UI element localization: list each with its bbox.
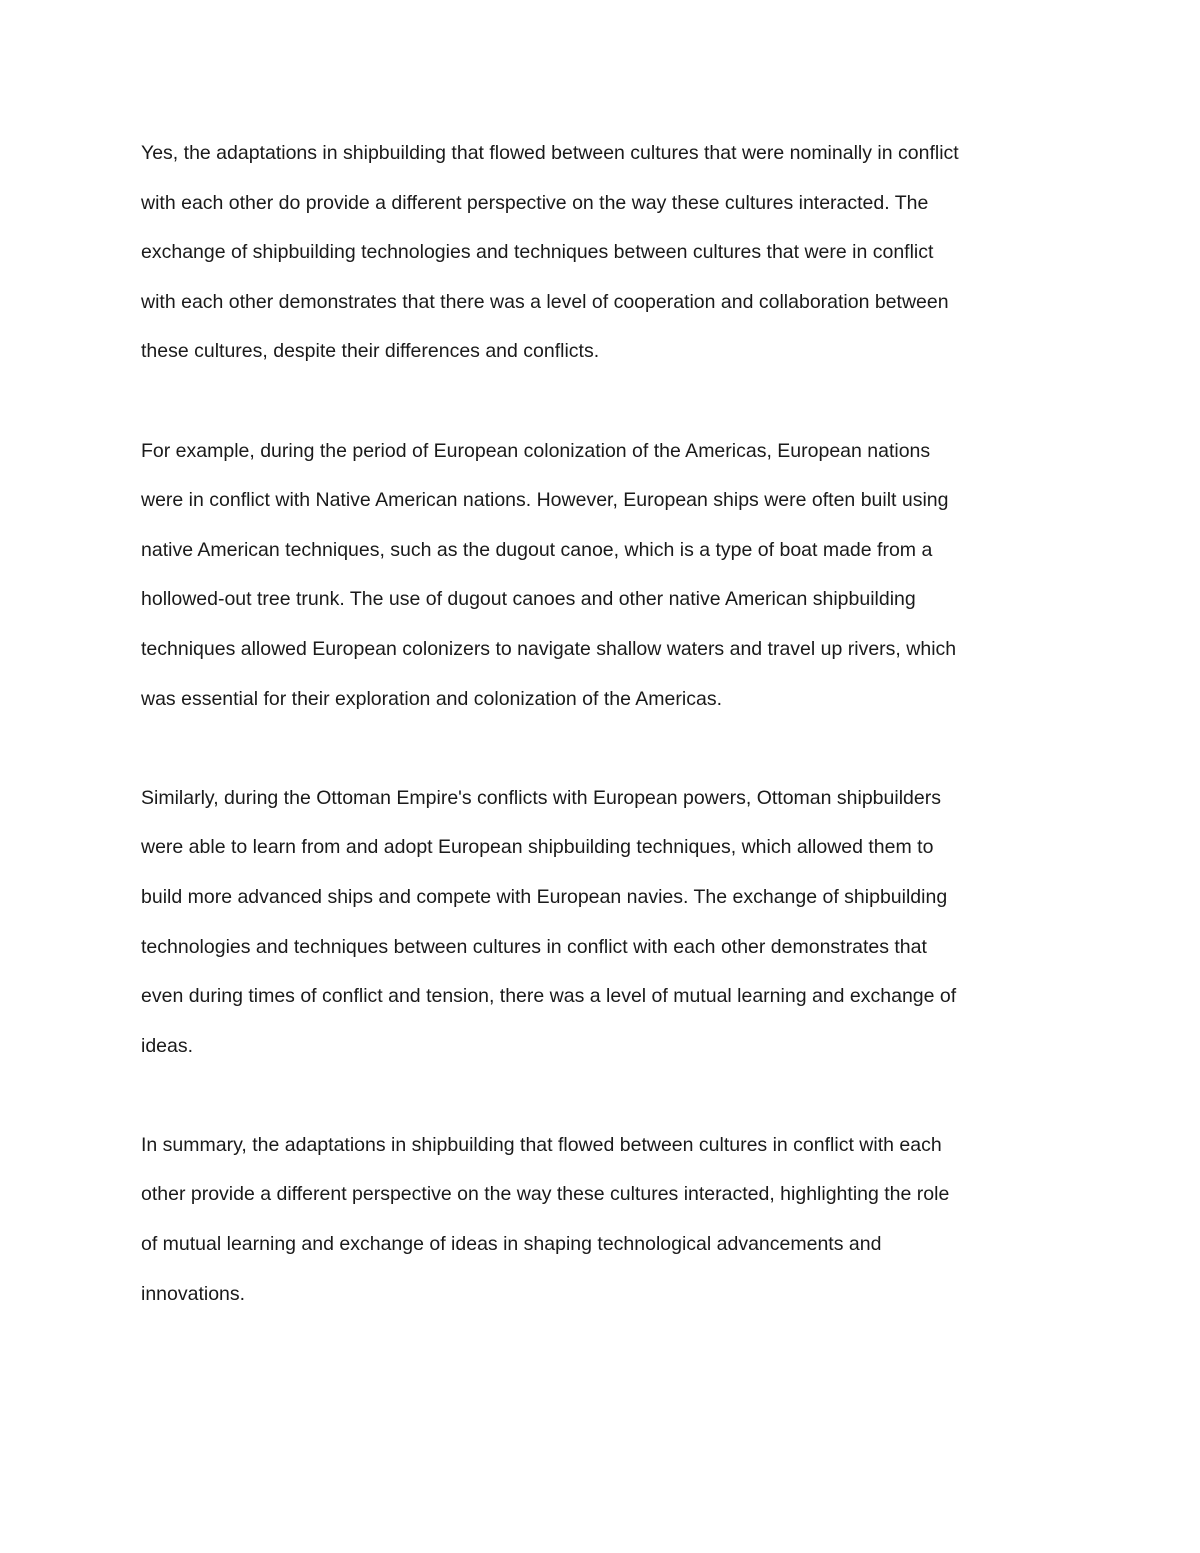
text-line: exchange of shipbuilding technologies and techniques between cultures that were in conflict	[141, 241, 934, 264]
text-line: innovations.	[141, 1282, 246, 1305]
text-line: build more advanced ships and compete with European navies. The exchange of shipbuilding	[141, 885, 948, 908]
paragraph-3	[141, 774, 1081, 1072]
text-line: these cultures, despite their differences and conflicts.	[141, 340, 600, 363]
text-line: ideas.	[141, 1034, 194, 1057]
document-body	[141, 129, 1081, 1369]
text-line: was essential for their exploration and colonization of the Americas.	[141, 687, 722, 710]
text-line: with each other demonstrates that there was a level of cooperation and collaboration between	[141, 290, 949, 313]
text-line: For example, during the period of European colonization of the Americas, European nations	[141, 439, 931, 462]
paragraph-1	[141, 129, 1081, 377]
text-line: even during times of conflict and tension, there was a level of mutual learning and exchange of	[141, 985, 957, 1008]
text-line: Similarly, during the Ottoman Empire's conflicts with European powers, Ottoman shipbuilders	[141, 786, 941, 809]
text-line: with each other do provide a different perspective on the way these cultures interacted. The	[141, 191, 929, 214]
text-line: In summary, the adaptations in shipbuilding that flowed between cultures in conflict with each	[141, 1133, 942, 1156]
text-line: techniques allowed European colonizers to navigate shallow waters and travel up rivers, which	[141, 637, 957, 660]
paragraph-2	[141, 427, 1081, 725]
text-line: Yes, the adaptations in shipbuilding that flowed between cultures that were nominally in conflict	[141, 142, 959, 164]
text-line: were in conflict with Native American nations. However, European ships were often built using	[141, 489, 949, 512]
text-line: technologies and techniques between cultures in conflict with each other demonstrates that	[141, 935, 927, 958]
text-line: native American techniques, such as the dugout canoe, which is a type of boat made from a	[141, 538, 933, 561]
text-line: other provide a different perspective on the way these cultures interacted, highlighting the role	[141, 1183, 950, 1206]
text-line: were able to learn from and adopt European shipbuilding techniques, which allowed them to	[141, 836, 934, 859]
text-line: of mutual learning and exchange of ideas in shaping technological advancements and	[141, 1233, 882, 1256]
paragraph-4	[141, 1121, 1081, 1319]
text-line: hollowed-out tree trunk. The use of dugout canoes and other native American shipbuilding	[141, 588, 916, 611]
